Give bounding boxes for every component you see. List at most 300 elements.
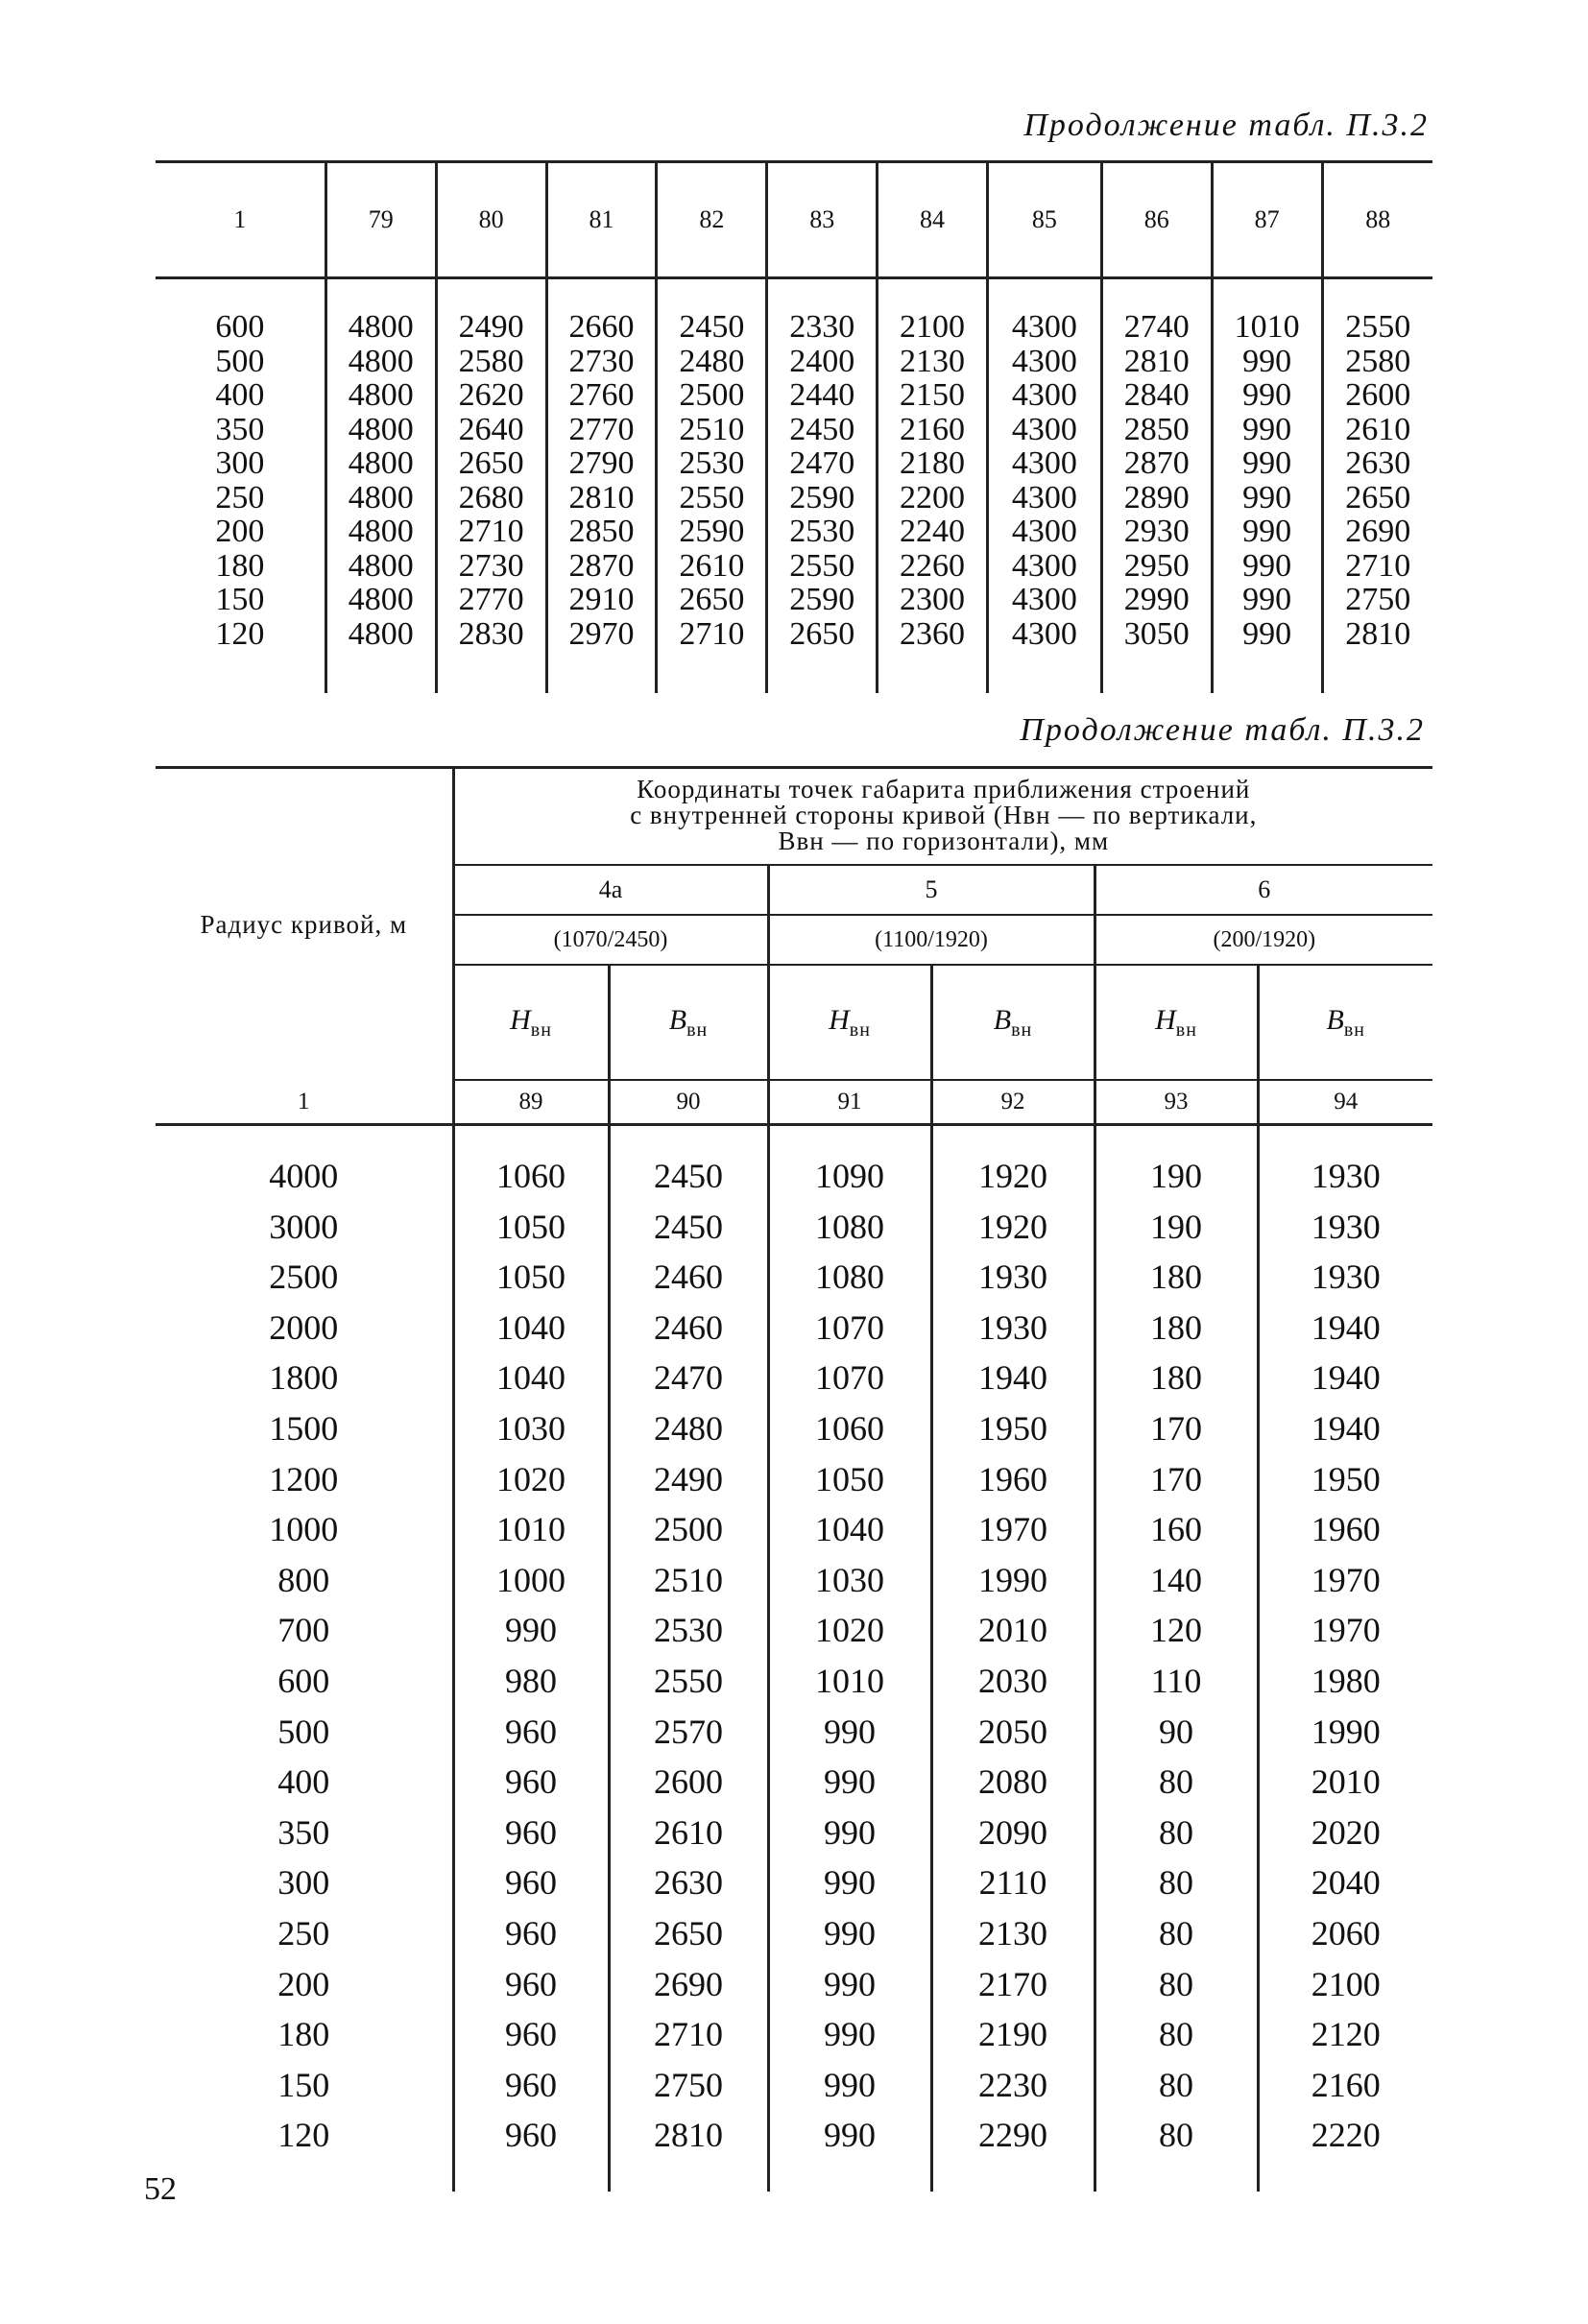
table2-cell: 2570 bbox=[654, 1712, 723, 1751]
table2-cell: 2050 bbox=[978, 1712, 1047, 1751]
table1-cell: 2730 bbox=[458, 547, 524, 584]
table1-cell: 2650 bbox=[1345, 479, 1411, 515]
table1-cell: 2240 bbox=[900, 514, 966, 549]
table1-cell: 250 bbox=[215, 479, 265, 515]
table2-cell: 1070 bbox=[815, 1358, 884, 1398]
symbol-letter: B bbox=[1326, 1003, 1344, 1036]
b-vn-header bbox=[931, 965, 1095, 1080]
table2-cell: 300 bbox=[277, 1863, 330, 1903]
table1-column bbox=[546, 278, 657, 694]
table1-header-cell: 1 bbox=[156, 162, 325, 278]
table2-cell: 1060 bbox=[496, 1157, 565, 1195]
column-number-cell: 1 bbox=[156, 1080, 453, 1125]
table1-cell: 2330 bbox=[789, 309, 855, 345]
table2-cell: 2460 bbox=[654, 1307, 723, 1347]
table1-cell: 2680 bbox=[458, 479, 524, 515]
table1-cell: 4800 bbox=[348, 514, 414, 549]
table2-cell: 160 bbox=[1150, 1510, 1202, 1549]
table1-cell: 2930 bbox=[1123, 514, 1190, 549]
table2-cell: 2090 bbox=[978, 1812, 1047, 1852]
table2-cell: 80 bbox=[1159, 1964, 1193, 2003]
table1-cell: 2550 bbox=[789, 547, 855, 584]
table1-cell: 2870 bbox=[1123, 445, 1190, 481]
table1-cell: 4300 bbox=[1011, 377, 1077, 413]
table1-cell: 4800 bbox=[348, 615, 414, 652]
table1-cell: 990 bbox=[1242, 514, 1292, 549]
column-number-cell: 92 bbox=[931, 1080, 1095, 1125]
table2-cell: 1970 bbox=[1311, 1560, 1381, 1599]
table2-body-row bbox=[156, 1125, 1432, 2192]
table2-cell: 1000 bbox=[496, 1560, 565, 1599]
table2-column bbox=[453, 1125, 609, 2192]
table2-cell: 1010 bbox=[496, 1510, 565, 1549]
table1-cell: 2650 bbox=[458, 445, 524, 481]
symbol-subscript: вн bbox=[686, 1018, 709, 1041]
table1-cell: 2160 bbox=[900, 411, 966, 447]
table2-cell: 2290 bbox=[978, 2116, 1047, 2155]
table2-cell: 990 bbox=[505, 1611, 557, 1650]
table1-cell: 2500 bbox=[679, 377, 745, 413]
table2-cell: 1050 bbox=[815, 1459, 884, 1498]
table1-cell: 990 bbox=[1242, 615, 1292, 652]
table1-cell: 500 bbox=[215, 343, 265, 379]
table1-cell: 2620 bbox=[458, 377, 524, 413]
table2-cell: 990 bbox=[824, 2065, 876, 2104]
table1-header-cell: 87 bbox=[1212, 162, 1322, 278]
coordinates-header bbox=[453, 768, 1432, 866]
table1-header-cell: 80 bbox=[436, 162, 546, 278]
group-6-sub: (200/1920) bbox=[1095, 915, 1432, 965]
table2-cell: 1090 bbox=[815, 1157, 884, 1195]
table1-cell: 2580 bbox=[458, 343, 524, 379]
column-number-row bbox=[156, 1080, 1432, 1125]
table2-cell: 2470 bbox=[654, 1358, 723, 1398]
table2-cell: 1040 bbox=[815, 1510, 884, 1549]
table1-column bbox=[436, 278, 546, 694]
table1-cell: 990 bbox=[1242, 343, 1292, 379]
table1-cell: 2760 bbox=[568, 377, 635, 413]
table1-cell: 3050 bbox=[1123, 615, 1190, 652]
table2-cell: 2630 bbox=[654, 1863, 723, 1903]
table2-cell: 140 bbox=[1150, 1560, 1202, 1599]
table2-cell: 190 bbox=[1150, 1207, 1202, 1246]
table2-cell: 1050 bbox=[496, 1258, 565, 1297]
table2-cell: 960 bbox=[505, 2065, 557, 2104]
table1-header-cell: 82 bbox=[657, 162, 767, 278]
table1-cell: 2650 bbox=[789, 615, 855, 652]
page-number: 52 bbox=[144, 2171, 177, 2207]
table2-cell: 2650 bbox=[654, 1913, 723, 1953]
table1-header-cell: 79 bbox=[325, 162, 436, 278]
table1-header-row bbox=[156, 162, 1432, 278]
table1-cell: 2530 bbox=[679, 445, 745, 481]
table1-cell: 2840 bbox=[1123, 377, 1190, 413]
table1-column bbox=[987, 278, 1101, 694]
table2-cell: 80 bbox=[1159, 2015, 1193, 2054]
table2-cell: 1080 bbox=[815, 1258, 884, 1297]
table2-cell: 990 bbox=[824, 1913, 876, 1953]
table1-cell: 4300 bbox=[1011, 615, 1077, 652]
table1-cell: 2490 bbox=[458, 309, 524, 345]
table1-cell: 4800 bbox=[348, 582, 414, 617]
table2-cell: 180 bbox=[1150, 1358, 1202, 1398]
h-vn-header bbox=[768, 965, 931, 1080]
h-vn-header bbox=[1095, 965, 1258, 1080]
table2-cell: 1020 bbox=[815, 1611, 884, 1650]
table2-cell: 990 bbox=[824, 2116, 876, 2155]
table1-cell: 2580 bbox=[1345, 343, 1411, 379]
table2-cell: 1020 bbox=[496, 1459, 565, 1498]
table2-cell: 2450 bbox=[654, 1207, 723, 1246]
table1-header-cell: 84 bbox=[878, 162, 988, 278]
column-number-cell: 94 bbox=[1258, 1080, 1432, 1125]
table2-cell: 4000 bbox=[269, 1157, 339, 1195]
table2-cell: 2010 bbox=[978, 1611, 1047, 1650]
table2-cell: 180 bbox=[1150, 1258, 1202, 1297]
table2-cell: 190 bbox=[1150, 1157, 1202, 1195]
table1-column bbox=[325, 278, 436, 694]
column-number-cell: 93 bbox=[1095, 1080, 1258, 1125]
table1-header-cell: 85 bbox=[987, 162, 1101, 278]
table2-cell: 960 bbox=[505, 1863, 557, 1903]
table2-cell: 1920 bbox=[978, 1157, 1047, 1195]
table2-cell: 80 bbox=[1159, 2116, 1193, 2155]
table2-cell: 120 bbox=[277, 2116, 330, 2155]
h-vn-header bbox=[453, 965, 609, 1080]
table2-cell: 2030 bbox=[978, 1661, 1047, 1700]
table2-cell: 1050 bbox=[496, 1207, 565, 1246]
table1-cell: 2590 bbox=[679, 514, 745, 549]
group-5-label: 5 bbox=[768, 865, 1095, 915]
symbol-letter: H bbox=[1155, 1003, 1176, 1036]
table2-cell: 500 bbox=[277, 1712, 330, 1751]
table1-cell: 2910 bbox=[568, 582, 635, 617]
b-vn-header bbox=[1258, 965, 1432, 1080]
table1-header-cell: 83 bbox=[767, 162, 878, 278]
b-vn-header bbox=[609, 965, 768, 1080]
table1-cell: 2130 bbox=[900, 343, 966, 379]
table2-cell: 2500 bbox=[269, 1258, 339, 1297]
table2-cell: 2060 bbox=[1311, 1913, 1381, 1953]
table1-cell: 2650 bbox=[679, 582, 745, 617]
table1-cell: 2610 bbox=[679, 547, 745, 584]
table1-column bbox=[1101, 278, 1212, 694]
table1-cell: 300 bbox=[215, 445, 265, 481]
table2-cell: 960 bbox=[505, 1712, 557, 1751]
column-number-cell: 90 bbox=[609, 1080, 768, 1125]
table1-cell: 990 bbox=[1242, 547, 1292, 584]
table2-cell: 2020 bbox=[1311, 1812, 1381, 1852]
table1-header-cell: 81 bbox=[546, 162, 657, 278]
table2-cell: 2110 bbox=[978, 1863, 1047, 1903]
symbol-subscript: вн bbox=[849, 1018, 871, 1041]
table1-cell: 2870 bbox=[568, 547, 635, 584]
table2-cell: 1940 bbox=[978, 1358, 1047, 1398]
table2-cell: 800 bbox=[277, 1560, 330, 1599]
table2-cell: 960 bbox=[505, 1762, 557, 1802]
table1-cell: 2360 bbox=[900, 615, 966, 652]
table1-cell: 2660 bbox=[568, 309, 635, 345]
table1-cell: 2470 bbox=[789, 445, 855, 481]
column-number-cell: 91 bbox=[768, 1080, 931, 1125]
table2-cell: 1950 bbox=[978, 1408, 1047, 1448]
table2-cell: 1080 bbox=[815, 1207, 884, 1246]
table1-cell: 400 bbox=[215, 377, 265, 413]
table1-cell: 990 bbox=[1242, 582, 1292, 617]
table1-cell: 2550 bbox=[1345, 309, 1411, 345]
table1-cell: 2810 bbox=[1123, 343, 1190, 379]
table1-cell: 2750 bbox=[1345, 582, 1411, 617]
table1-caption: Продолжение табл. П.3.2 bbox=[1023, 108, 1429, 143]
table1-cell: 2830 bbox=[458, 615, 524, 652]
table2-cell: 400 bbox=[277, 1762, 330, 1802]
table1-cell: 4800 bbox=[348, 547, 414, 584]
table1-cell: 2600 bbox=[1345, 377, 1411, 413]
group-4a-sub: (1070/2450) bbox=[453, 915, 768, 965]
table2-cell: 180 bbox=[1150, 1307, 1202, 1347]
table1-cell: 2640 bbox=[458, 411, 524, 447]
table1-column bbox=[767, 278, 878, 694]
table2-cell: 1030 bbox=[496, 1408, 565, 1448]
table2-cell: 1940 bbox=[1311, 1408, 1381, 1448]
table2 bbox=[156, 766, 1432, 2192]
table2-cell: 2550 bbox=[654, 1661, 723, 1700]
table2-cell: 150 bbox=[277, 2065, 330, 2104]
table2-cell: 1990 bbox=[1311, 1712, 1381, 1751]
table1-cell: 2260 bbox=[900, 547, 966, 584]
table2-cell: 960 bbox=[505, 1964, 557, 2003]
table2-cell: 2130 bbox=[978, 1913, 1047, 1953]
table2-column bbox=[1095, 1125, 1258, 2192]
table2-cell: 2040 bbox=[1311, 1863, 1381, 1903]
table2-cell: 1010 bbox=[815, 1661, 884, 1700]
table2-cell: 110 bbox=[1150, 1661, 1202, 1700]
table1-cell: 2690 bbox=[1345, 514, 1411, 549]
table2-cell: 3000 bbox=[269, 1207, 339, 1246]
table1-cell: 2730 bbox=[568, 343, 635, 379]
table2-cell: 1930 bbox=[978, 1307, 1047, 1347]
table2-column bbox=[1258, 1125, 1432, 2192]
table2-cell: 2230 bbox=[978, 2065, 1047, 2104]
table1-cell: 2590 bbox=[789, 479, 855, 515]
table2-cell: 2460 bbox=[654, 1258, 723, 1297]
table2-cell: 2530 bbox=[654, 1611, 723, 1650]
table2-cell: 1960 bbox=[978, 1459, 1047, 1498]
table1-cell: 2440 bbox=[789, 377, 855, 413]
table1-cell: 4300 bbox=[1011, 411, 1077, 447]
symbol-subscript: вн bbox=[1175, 1018, 1197, 1041]
table2-cell: 990 bbox=[824, 2015, 876, 2054]
table2-cell: 80 bbox=[1159, 1812, 1193, 1852]
table1-column bbox=[156, 278, 325, 694]
symbol-subscript: вн bbox=[1343, 1018, 1366, 1041]
column-number-cell: 89 bbox=[453, 1080, 609, 1125]
table2-column bbox=[156, 1125, 453, 2192]
table2-cell: 2450 bbox=[654, 1157, 723, 1195]
table2-cell: 1060 bbox=[815, 1408, 884, 1448]
table2-cell: 1990 bbox=[978, 1560, 1047, 1599]
table2-cell: 960 bbox=[505, 1812, 557, 1852]
table1-cell: 4300 bbox=[1011, 343, 1077, 379]
table1-cell: 4300 bbox=[1011, 479, 1077, 515]
table1-cell: 120 bbox=[215, 615, 265, 652]
table2-cell: 990 bbox=[824, 1863, 876, 1903]
table2-cell: 200 bbox=[277, 1964, 330, 2003]
table2-cell: 2000 bbox=[269, 1307, 339, 1347]
table1-cell: 2200 bbox=[900, 479, 966, 515]
table2-cell: 80 bbox=[1159, 1762, 1193, 1802]
table2-cell: 1800 bbox=[269, 1358, 339, 1398]
table2-cell: 250 bbox=[277, 1913, 330, 1953]
table1-cell: 4800 bbox=[348, 479, 414, 515]
table2-cell: 2490 bbox=[654, 1459, 723, 1498]
table2-cell: 2010 bbox=[1311, 1762, 1381, 1802]
symbol-subscript: вн bbox=[530, 1018, 552, 1041]
table1-cell: 2510 bbox=[679, 411, 745, 447]
table1-cell: 2850 bbox=[568, 514, 635, 549]
table2-cell: 1930 bbox=[1311, 1207, 1381, 1246]
table2-cell: 1030 bbox=[815, 1560, 884, 1599]
table2-cell: 1000 bbox=[269, 1510, 339, 1549]
table1-cell: 4800 bbox=[348, 377, 414, 413]
table2-cell: 2220 bbox=[1311, 2116, 1381, 2155]
table2-cell: 80 bbox=[1159, 1863, 1193, 1903]
table2-column bbox=[931, 1125, 1095, 2192]
table2-cell: 2690 bbox=[654, 1964, 723, 2003]
table2-cell: 2510 bbox=[654, 1560, 723, 1599]
table2-cell: 1970 bbox=[1311, 1611, 1381, 1650]
symbol-letter: H bbox=[510, 1003, 531, 1036]
table2-cell: 2710 bbox=[654, 2015, 723, 2054]
table2-cell: 2610 bbox=[654, 1812, 723, 1852]
symbol-letter: B bbox=[668, 1003, 687, 1036]
table2-cell: 700 bbox=[277, 1611, 330, 1650]
table1-cell: 2450 bbox=[789, 411, 855, 447]
table1-cell: 2150 bbox=[900, 377, 966, 413]
table1-cell: 4800 bbox=[348, 309, 414, 345]
table1-cell: 150 bbox=[215, 582, 265, 617]
table1-cell: 990 bbox=[1242, 411, 1292, 447]
table1-cell: 2180 bbox=[900, 445, 966, 481]
table1-cell: 990 bbox=[1242, 445, 1292, 481]
table1-cell: 2810 bbox=[568, 479, 635, 515]
table2-cell: 2120 bbox=[1311, 2015, 1381, 2054]
table2-cell: 1960 bbox=[1311, 1510, 1381, 1549]
table1-cell: 4300 bbox=[1011, 514, 1077, 549]
table1-cell: 4800 bbox=[348, 343, 414, 379]
table2-cell: 990 bbox=[824, 1712, 876, 1751]
table1-cell: 200 bbox=[215, 514, 265, 549]
table2-cell: 1500 bbox=[269, 1408, 339, 1448]
symbol-letter: B bbox=[993, 1003, 1012, 1036]
table2-cell: 990 bbox=[824, 1964, 876, 2003]
table2-cell: 2080 bbox=[978, 1762, 1047, 1802]
radius-column-header: Радиус кривой, м bbox=[156, 768, 453, 1081]
table1-cell: 180 bbox=[215, 547, 265, 584]
table2-cell: 1980 bbox=[1311, 1661, 1381, 1700]
table1-cell: 2710 bbox=[1345, 547, 1411, 584]
coordinates-header-line1: Координаты точек габарита приближения строений bbox=[637, 775, 1251, 803]
table1-cell: 2770 bbox=[568, 411, 635, 447]
table2-cell: 990 bbox=[824, 1762, 876, 1802]
table1-cell: 2990 bbox=[1123, 582, 1190, 617]
table2-cell: 1950 bbox=[1311, 1459, 1381, 1498]
table2-column bbox=[768, 1125, 931, 2192]
table2-cell: 80 bbox=[1159, 2065, 1193, 2104]
table2-column bbox=[609, 1125, 768, 2192]
table2-cell: 1070 bbox=[815, 1307, 884, 1347]
table1-cell: 4300 bbox=[1011, 547, 1077, 584]
table2-cell: 2190 bbox=[978, 2015, 1047, 2054]
table1-column bbox=[1322, 278, 1432, 694]
table1-cell: 4800 bbox=[348, 445, 414, 481]
table1-cell: 1010 bbox=[1234, 309, 1300, 345]
group-5-sub: (1100/1920) bbox=[768, 915, 1095, 965]
table1-cell: 2480 bbox=[679, 343, 745, 379]
group-4a-label: 4а bbox=[453, 865, 768, 915]
table1-cell: 2610 bbox=[1345, 411, 1411, 447]
table2-cell: 600 bbox=[277, 1661, 330, 1700]
symbol-subscript: вн bbox=[1011, 1018, 1033, 1041]
table1-column bbox=[878, 278, 988, 694]
table2-cell: 960 bbox=[505, 1913, 557, 1953]
table2-cell: 2480 bbox=[654, 1408, 723, 1448]
table2-cell: 2500 bbox=[654, 1510, 723, 1549]
table1 bbox=[156, 160, 1432, 693]
table2-cell: 2160 bbox=[1311, 2065, 1381, 2104]
symbol-letter: H bbox=[829, 1003, 850, 1036]
table1-cell: 4300 bbox=[1011, 582, 1077, 617]
table1-cell: 2950 bbox=[1123, 547, 1190, 584]
group-6-label: 6 bbox=[1095, 865, 1432, 915]
table1-cell: 2770 bbox=[458, 582, 524, 617]
table2-cell: 2810 bbox=[654, 2116, 723, 2155]
table1-cell: 2970 bbox=[568, 615, 635, 652]
table2-cell: 1200 bbox=[269, 1459, 339, 1498]
coordinates-header-line2: с внутренней стороны кривой (Hвн — по вертикали, bbox=[630, 801, 1258, 829]
table1-cell: 990 bbox=[1242, 479, 1292, 515]
table2-cell: 1970 bbox=[978, 1510, 1047, 1549]
table1-cell: 2450 bbox=[679, 309, 745, 345]
table1-cell: 2890 bbox=[1123, 479, 1190, 515]
table1-cell: 2850 bbox=[1123, 411, 1190, 447]
table1-cell: 990 bbox=[1242, 377, 1292, 413]
table1-cell: 4800 bbox=[348, 411, 414, 447]
table1-cell: 2100 bbox=[900, 309, 966, 345]
table1-cell: 2630 bbox=[1345, 445, 1411, 481]
table1-cell: 4300 bbox=[1011, 445, 1077, 481]
table2-cell: 960 bbox=[505, 2116, 557, 2155]
table2-cell: 90 bbox=[1159, 1712, 1193, 1751]
table1-body-row bbox=[156, 278, 1432, 694]
table2-cell: 1040 bbox=[496, 1307, 565, 1347]
table1-column bbox=[1212, 278, 1322, 694]
table1-cell: 2710 bbox=[458, 514, 524, 549]
table2-cell: 960 bbox=[505, 2015, 557, 2054]
table2-cell: 180 bbox=[277, 2015, 330, 2054]
table1-cell: 600 bbox=[215, 309, 265, 345]
table1-header-cell: 86 bbox=[1101, 162, 1212, 278]
table2-cell: 170 bbox=[1150, 1408, 1202, 1448]
table2-cell: 2750 bbox=[654, 2065, 723, 2104]
table1-column bbox=[657, 278, 767, 694]
table2-cell: 2600 bbox=[654, 1762, 723, 1802]
table2-caption: Продолжение табл. П.3.2 bbox=[1020, 712, 1425, 748]
table1-cell: 2590 bbox=[789, 582, 855, 617]
table2-cell: 990 bbox=[824, 1812, 876, 1852]
table1-cell: 2710 bbox=[679, 615, 745, 652]
table2-cell: 1930 bbox=[1311, 1258, 1381, 1297]
